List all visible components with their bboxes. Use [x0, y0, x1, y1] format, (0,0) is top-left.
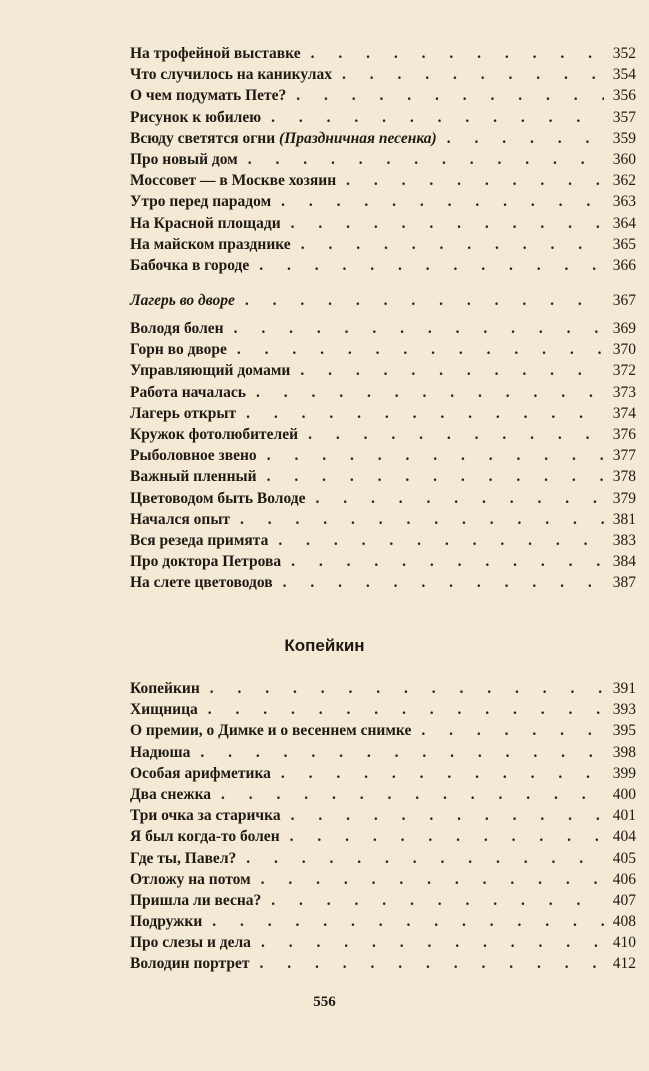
leader-dots — [271, 890, 604, 911]
toc-entry: Вся резеда примята . . . 383 — [130, 530, 636, 551]
toc-entry: Надюша . . . 398 — [130, 742, 636, 763]
toc-entry: На трофейной выставке . . . 352 — [130, 43, 636, 64]
toc-entry: Что случилось на каникулах . . . 354 — [130, 64, 636, 85]
leader-dots — [291, 805, 604, 826]
leader-dots — [200, 742, 604, 763]
toc-entry: О чем подумать Пете? . . . 356 — [130, 85, 636, 106]
leader-dots — [267, 466, 604, 487]
toc-entry: Моссовет — в Москве хозяин . . . 362 — [130, 170, 636, 191]
entry-subtitle: (Праздничная песенка) — [279, 129, 437, 147]
toc-entry: Особая арифметика . . . 399 — [130, 763, 636, 784]
leader-dots — [259, 255, 604, 276]
leader-dots — [246, 403, 604, 424]
leader-dots — [291, 551, 604, 572]
leader-dots — [245, 290, 604, 311]
leader-dots — [221, 784, 604, 805]
toc-entry: Управляющий домами . . . 372 — [130, 360, 636, 381]
toc-entry: Рыболовное звено . . . 377 — [130, 445, 636, 466]
toc-subsection-heading — [130, 290, 636, 311]
leader-dots — [421, 720, 604, 741]
toc-entry: Начался опыт . . . 381 — [130, 509, 636, 530]
toc-entry: Кружок фотолюбителей . . . 376 — [130, 424, 636, 445]
leader-dots — [237, 339, 604, 360]
leader-dots — [246, 848, 604, 869]
leader-dots — [261, 869, 604, 890]
leader-dots — [283, 572, 604, 593]
toc-group-3 — [130, 678, 636, 975]
toc-group-1 — [130, 43, 636, 276]
toc-entry: Отложу на потом . . . 406 — [130, 869, 636, 890]
toc-group-2 — [130, 318, 636, 593]
toc-entry: Два снежка . . . 400 — [130, 784, 636, 805]
toc-entry: Три очка за старичка . . . 401 — [130, 805, 636, 826]
toc-entry: Про новый дом . . . 360 — [130, 149, 636, 170]
page-number: 556 — [313, 994, 336, 1010]
leader-dots — [300, 360, 604, 381]
leader-dots — [234, 318, 604, 339]
leader-dots — [447, 128, 604, 149]
leader-dots — [296, 85, 604, 106]
leader-dots — [311, 43, 604, 64]
toc-entry: Цветоводом быть Володе . . . 379 — [130, 488, 636, 509]
leader-dots — [301, 234, 604, 255]
leader-dots — [281, 191, 604, 212]
toc-entry: На Красной площади . . . 364 — [130, 213, 636, 234]
toc-entry: Лагерь открыт . . . 374 — [130, 403, 636, 424]
toc-entry: Володя болен . . . 369 — [130, 318, 636, 339]
toc-entry: Бабочка в городе . . . 366 — [130, 255, 636, 276]
toc-entry: Хищница . . . 393 — [130, 699, 636, 720]
leader-dots — [278, 530, 604, 551]
toc-entry: Подружки . . . 408 — [130, 911, 636, 932]
toc-entry: Всюду светятся огни (Праздничная песенка) . . . 359 — [130, 128, 636, 149]
toc-entry: Лагерь во дворе . . . 367 — [130, 290, 636, 311]
toc-entry: Утро перед парадом . . . 363 — [130, 191, 636, 212]
toc-entry: Рисунок к юбилею . . . 357 — [130, 107, 636, 128]
leader-dots — [208, 699, 604, 720]
section-heading: Копейкин — [284, 636, 365, 655]
leader-dots — [271, 107, 604, 128]
leader-dots — [261, 932, 604, 953]
toc-entry: Копейкин . . . 391 — [130, 678, 636, 699]
leader-dots — [240, 509, 604, 530]
toc-entry: Про слезы и дела . . . 410 — [130, 932, 636, 953]
leader-dots — [212, 911, 604, 932]
leader-dots — [281, 763, 604, 784]
leader-dots — [346, 170, 604, 191]
leader-dots — [291, 213, 604, 234]
toc-entry: Важный пленный . . . 378 — [130, 466, 636, 487]
leader-dots — [256, 382, 604, 403]
toc-entry: Про доктора Петрова . . . 384 — [130, 551, 636, 572]
leader-dots — [308, 424, 604, 445]
toc-entry: Где ты, Павел? . . . 405 — [130, 848, 636, 869]
toc-entry: Пришла ли весна? . . . 407 — [130, 890, 636, 911]
leader-dots — [290, 826, 604, 847]
leader-dots — [259, 953, 604, 974]
leader-dots — [267, 445, 604, 466]
leader-dots — [210, 678, 604, 699]
toc-entry: О премии, о Димке и о весеннем снимке . . . 395 — [130, 720, 636, 741]
toc-entry: На майском празднике . . . 365 — [130, 234, 636, 255]
leader-dots — [316, 488, 604, 509]
toc-entry: Горн во дворе . . . 370 — [130, 339, 636, 360]
toc-entry: Работа началась . . . 373 — [130, 382, 636, 403]
leader-dots — [248, 149, 604, 170]
toc-entry: Володин портрет . . . 412 — [130, 953, 636, 974]
toc-entry: На слете цветоводов . . . 387 — [130, 572, 636, 593]
toc-entry: Я был когда-то болен . . . 404 — [130, 826, 636, 847]
leader-dots — [342, 64, 604, 85]
